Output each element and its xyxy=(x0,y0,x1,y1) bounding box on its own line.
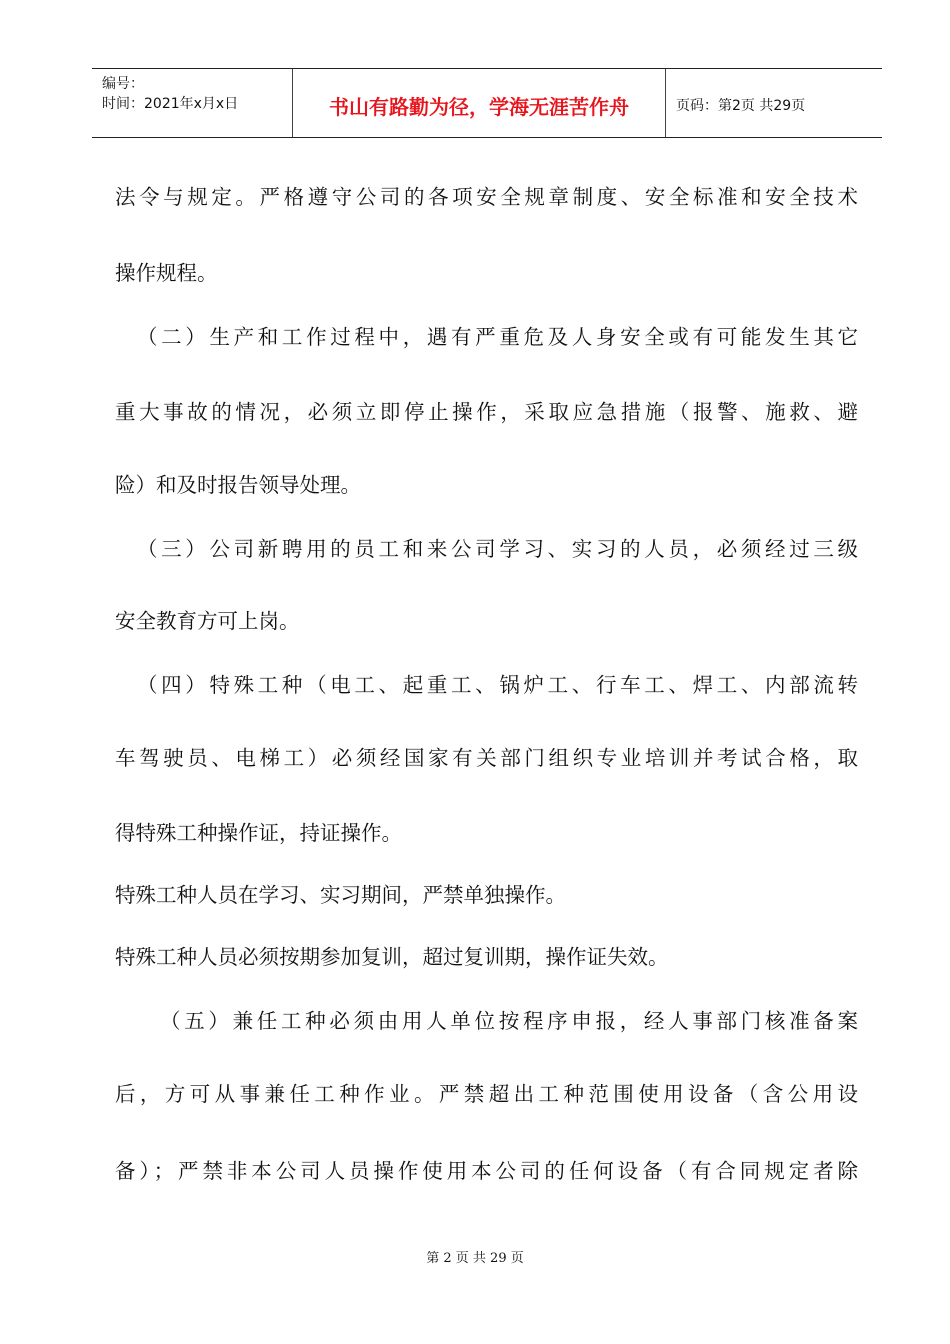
number-label: 编号： xyxy=(102,76,144,92)
time-label: 时间：2021年x月x日 xyxy=(102,96,239,112)
body-line: （五）兼任工种必须由用人单位按程序申报，经人事部门核准备案 xyxy=(160,1009,858,1033)
body-line: 安全教育方可上岗。 xyxy=(115,609,300,633)
body-line: 险）和及时报告领导处理。 xyxy=(115,473,361,497)
body-line: 法令与规定。严格遵守公司的各项安全规章制度、安全标准和安全技术 xyxy=(115,185,858,209)
body-line: 后，方可从事兼任工种作业。严禁超出工种范围使用设备（含公用设 xyxy=(115,1082,858,1106)
motto-text: 书山有路勤为径，学海无涯苦作舟 xyxy=(329,95,629,119)
page-footer: 第 2 页 共 29 页 xyxy=(426,1251,524,1266)
document-header xyxy=(92,68,882,138)
body-line: （四）特殊工种（电工、起重工、锅炉工、行车工、焊工、内部流转 xyxy=(137,673,858,697)
body-line: （二）生产和工作过程中，遇有严重危及人身安全或有可能发生其它 xyxy=(137,325,858,349)
body-line: 特殊工种人员在学习、实习期间，严禁单独操作。 xyxy=(115,883,566,907)
body-line: （三）公司新聘用的员工和来公司学习、实习的人员，必须经过三级 xyxy=(137,537,858,561)
body-line: 操作规程。 xyxy=(115,261,218,285)
header-page-cell xyxy=(666,69,882,137)
page-info: 页码：第2页 共29页 xyxy=(676,98,806,114)
body-line: 备）；严禁非本公司人员操作使用本公司的任何设备（有合同规定者除 xyxy=(115,1159,858,1183)
header-meta-cell xyxy=(92,69,293,137)
body-line: 特殊工种人员必须按期参加复训，超过复训期，操作证失效。 xyxy=(115,945,669,969)
body-line: 车驾驶员、电梯工）必须经国家有关部门组织专业培训并考试合格，取 xyxy=(115,746,858,770)
header-motto-cell xyxy=(293,69,666,137)
body-line: 得特殊工种操作证，持证操作。 xyxy=(115,821,402,845)
body-line: 重大事故的情况，必须立即停止操作，采取应急措施（报警、施救、避 xyxy=(115,400,858,424)
